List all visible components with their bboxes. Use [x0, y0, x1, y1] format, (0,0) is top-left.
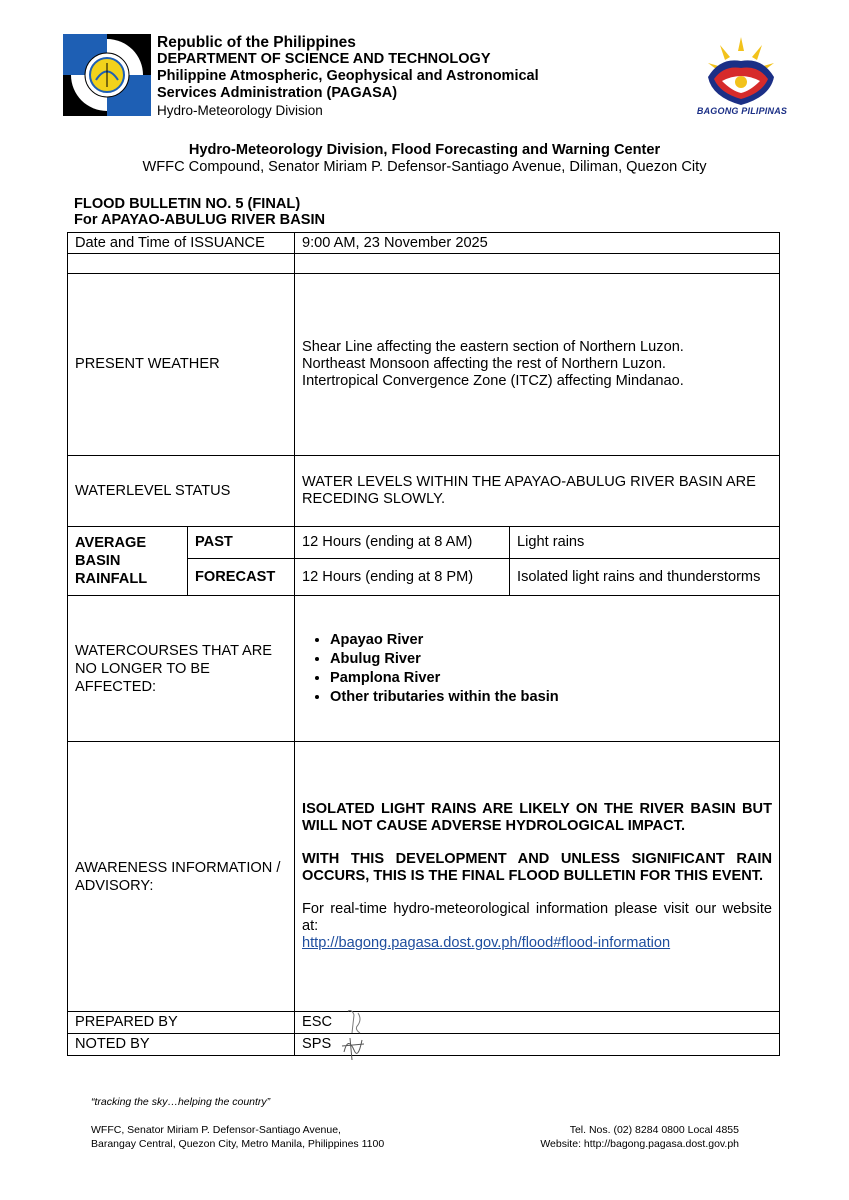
forecast-label: FORECAST	[188, 559, 295, 596]
agency-line-2: Services Administration (PAGASA)	[157, 85, 398, 101]
past-value: Light rains	[510, 527, 780, 559]
republic-label: Republic of the Philippines	[157, 34, 356, 51]
weather-line: Northeast Monsoon affecting the rest of Northern Luzon.	[302, 356, 666, 372]
office-address: WFFC Compound, Senator Miriam P. Defensor-Santiago Avenue, Diliman, Quezon City	[142, 159, 707, 175]
bagong-pilipinas-caption: BAGONG PILIPINAS	[696, 106, 788, 116]
advisory-paragraph-3: For real-time hydro-meteorological information please visit our website at:	[302, 901, 773, 934]
blank-cell	[68, 254, 295, 274]
present-weather-value	[295, 274, 780, 456]
list-item: • Pamplona River	[330, 669, 772, 688]
advisory-label: AWARENESS INFORMATION / ADVISORY:	[68, 742, 295, 1012]
office-name: Hydro-Meteorology Division, Flood Forecasting and Warning Center	[188, 142, 661, 158]
bulletin-title: FLOOD BULLETIN NO. 5 (FINAL)	[74, 196, 301, 212]
bagong-pilipinas-logo	[700, 35, 782, 115]
forecast-period: 12 Hours (ending at 8 PM)	[295, 559, 510, 596]
list-item: • Other tributaries within the basin	[330, 688, 772, 707]
watercourses-value	[295, 596, 780, 742]
footer-website: Website: http://bagong.pagasa.dost.gov.ph	[540, 1138, 739, 1150]
noted-value: SPS	[295, 1034, 780, 1056]
agency-line-1: Philippine Atmospheric, Geophysical and Astronomical	[157, 68, 539, 84]
weather-line: Intertropical Convergence Zone (ITCZ) affecting Mindanao.	[302, 373, 684, 389]
footer-address-1: WFFC, Senator Miriam P. Defensor-Santiago Avenue,	[91, 1124, 341, 1136]
noted-label: NOTED BY	[68, 1034, 295, 1056]
pagasa-logo	[62, 33, 152, 117]
advisory-value	[295, 742, 780, 1012]
bulletin-table	[67, 232, 780, 1056]
past-label: PAST	[188, 527, 295, 559]
prepared-value: ESC	[295, 1012, 780, 1034]
footer-address-2: Barangay Central, Quezon City, Metro Manila, Philippines 1100	[91, 1138, 385, 1150]
flood-info-link[interactable]: http://bagong.pagasa.dost.gov.ph/flood#flood-information	[302, 935, 671, 951]
issuance-label: Date and Time of ISSUANCE	[68, 233, 295, 254]
bulletin-subtitle: For APAYAO-ABULUG RIVER BASIN	[74, 212, 326, 228]
blank-cell	[295, 254, 780, 274]
rainfall-label: AVERAGE BASIN RAINFALL	[68, 527, 188, 596]
advisory-paragraph-2: WITH THIS DEVELOPMENT AND UNLESS SIGNIFICANT RAIN OCCURS, THIS IS THE FINAL FLOOD BULLETIN FOR THIS EVENT.	[302, 851, 773, 884]
waterlevel-value: WATER LEVELS WITHIN THE APAYAO-ABULUG RIVER BASIN ARE RECEDING SLOWLY.	[295, 456, 780, 527]
advisory-paragraph-1: ISOLATED LIGHT RAINS ARE LIKELY ON THE RIVER BASIN BUT WILL NOT CAUSE ADVERSE HYDROLOGICAL IMPACT.	[302, 801, 773, 834]
department-label: DEPARTMENT OF SCIENCE AND TECHNOLOGY	[157, 51, 491, 67]
watercourses-list	[302, 631, 772, 707]
present-weather-label: PRESENT WEATHER	[68, 274, 295, 456]
past-period: 12 Hours (ending at 8 AM)	[295, 527, 510, 559]
forecast-value: Isolated light rains and thunderstorms	[510, 559, 780, 596]
list-item: • Abulug River	[330, 650, 772, 669]
waterlevel-label: WATERLEVEL STATUS	[68, 456, 295, 527]
weather-line: Shear Line affecting the eastern section of Northern Luzon.	[302, 339, 684, 355]
signature-sps	[338, 1032, 368, 1062]
footer-tel: Tel. Nos. (02) 8284 0800 Local 4855	[569, 1124, 739, 1136]
issuance-value: 9:00 AM, 23 November 2025	[295, 233, 780, 254]
watercourses-label: WATERCOURSES THAT ARE NO LONGER TO BE AFFECTED:	[68, 596, 295, 742]
division-label: Hydro-Meteorology Division	[157, 103, 323, 118]
tagline: “tracking the sky…helping the country”	[91, 1096, 271, 1108]
list-item: • Apayao River	[330, 631, 772, 650]
prepared-label: PREPARED BY	[68, 1012, 295, 1034]
